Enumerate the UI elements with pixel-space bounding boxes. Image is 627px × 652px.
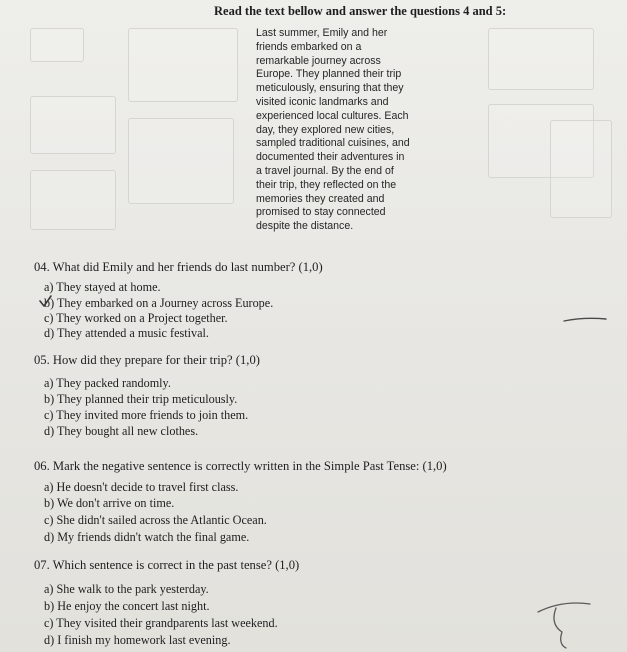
option-text: They packed randomly. bbox=[56, 376, 171, 390]
passage-line: day, they explored new cities, bbox=[256, 123, 395, 136]
passage-line: promised to stay connected bbox=[256, 206, 386, 219]
option-text: They embarked on a Journey across Europe. bbox=[56, 296, 274, 310]
curl-stroke bbox=[538, 603, 590, 648]
option-06-c[interactable] bbox=[44, 513, 267, 528]
reading-passage bbox=[256, 27, 466, 234]
tick-stroke bbox=[40, 296, 51, 306]
passage-line: memories they created and bbox=[256, 192, 385, 205]
background-box bbox=[128, 118, 234, 204]
option-07-a[interactable] bbox=[44, 582, 209, 597]
passage-line: documented their adventures in bbox=[256, 151, 405, 164]
question-number: 05. bbox=[34, 353, 50, 367]
option-text: They visited their grandparents last weekend. bbox=[56, 616, 278, 630]
passage-line: Last summer, Emily and her bbox=[256, 27, 388, 39]
option-06-a[interactable] bbox=[44, 480, 238, 495]
option-letter: b) bbox=[44, 392, 55, 406]
passage-line: sampled traditional cuisines, and bbox=[256, 137, 410, 150]
question-number: 07. bbox=[34, 558, 50, 572]
option-text: They stayed at home. bbox=[56, 280, 161, 294]
passage-line: their trip, they reflected on the bbox=[256, 178, 397, 191]
option-letter: d) bbox=[44, 326, 55, 340]
option-05-a[interactable] bbox=[44, 376, 171, 391]
option-04-c[interactable] bbox=[44, 311, 228, 326]
passage-line: despite the distance. bbox=[256, 220, 354, 233]
option-text: They attended a music festival. bbox=[56, 326, 209, 340]
instruction-heading: Read the text bellow and answer the questions 4 and 5: bbox=[214, 4, 507, 18]
option-letter: b) bbox=[44, 496, 55, 510]
option-text: I finish my homework last evening. bbox=[57, 633, 231, 647]
passage-line: Europe. They planned their trip bbox=[256, 68, 402, 81]
option-05-b[interactable] bbox=[44, 392, 237, 407]
option-letter: a) bbox=[44, 582, 54, 596]
option-07-c[interactable] bbox=[44, 616, 278, 631]
option-text: They bought all new clothes. bbox=[56, 424, 199, 438]
option-05-c[interactable] bbox=[44, 408, 248, 423]
option-text: They invited more friends to join them. bbox=[56, 408, 249, 422]
background-box bbox=[488, 28, 594, 90]
background-box bbox=[550, 120, 612, 218]
passage-line: visited iconic landmarks and bbox=[256, 95, 389, 108]
dash-stroke bbox=[564, 318, 606, 321]
option-04-a[interactable] bbox=[44, 280, 161, 295]
pen-curl-mark bbox=[532, 590, 602, 650]
question-04 bbox=[34, 260, 323, 275]
option-letter: b) bbox=[44, 599, 55, 613]
background-box bbox=[30, 170, 116, 230]
option-06-b[interactable] bbox=[44, 496, 174, 511]
option-text: She didn't sailed across the Atlantic Ocean. bbox=[56, 513, 267, 527]
option-07-d[interactable] bbox=[44, 633, 231, 648]
question-number: 04. bbox=[34, 260, 50, 274]
option-text: They planned their trip meticulously. bbox=[56, 392, 238, 406]
option-letter: d) bbox=[44, 424, 55, 438]
option-text: They worked on a Project together. bbox=[56, 311, 228, 325]
option-text: We don't arrive on time. bbox=[56, 496, 175, 510]
option-letter: c) bbox=[44, 513, 54, 527]
option-text: He enjoy the concert last night. bbox=[57, 599, 210, 613]
option-text: She walk to the park yesterday. bbox=[56, 582, 209, 596]
question-07 bbox=[34, 558, 299, 573]
question-text: How did they prepare for their trip? (1,0) bbox=[52, 353, 260, 367]
background-box bbox=[128, 28, 238, 102]
question-05 bbox=[34, 353, 260, 368]
question-number: 06. bbox=[34, 459, 50, 473]
option-letter: b) bbox=[44, 296, 55, 310]
option-letter: d) bbox=[44, 633, 55, 647]
answer-tick-mark bbox=[38, 294, 54, 310]
option-07-b[interactable] bbox=[44, 599, 210, 614]
option-05-d[interactable] bbox=[44, 424, 198, 439]
passage-line: meticulously, ensuring that they bbox=[256, 82, 404, 95]
option-letter: c) bbox=[44, 616, 54, 630]
question-text: Which sentence is correct in the past tense? (1,0) bbox=[52, 558, 300, 572]
background-box bbox=[30, 28, 84, 62]
passage-line: experienced local cultures. Each bbox=[256, 109, 409, 122]
option-text: He doesn't decide to travel first class. bbox=[56, 480, 239, 494]
option-letter: c) bbox=[44, 311, 54, 325]
pen-dash-mark bbox=[562, 315, 608, 325]
passage-line: a travel journal. By the end of bbox=[256, 164, 394, 177]
passage-line: remarkable journey across bbox=[256, 54, 381, 67]
question-text: What did Emily and her friends do last number? (1,0) bbox=[52, 260, 323, 274]
question-text: Mark the negative sentence is correctly written in the Simple Past Tense: (1,0) bbox=[52, 459, 447, 473]
option-letter: a) bbox=[44, 280, 54, 294]
option-text: My friends didn't watch the final game. bbox=[57, 530, 250, 544]
question-06 bbox=[34, 459, 447, 474]
option-letter: a) bbox=[44, 480, 54, 494]
option-letter: a) bbox=[44, 376, 54, 390]
option-letter: d) bbox=[44, 530, 55, 544]
passage-line: friends embarked on a bbox=[256, 40, 362, 53]
option-04-b[interactable] bbox=[44, 296, 273, 311]
option-04-d[interactable] bbox=[44, 326, 209, 341]
option-06-d[interactable] bbox=[44, 530, 249, 545]
option-letter: c) bbox=[44, 408, 54, 422]
background-box bbox=[30, 96, 116, 154]
